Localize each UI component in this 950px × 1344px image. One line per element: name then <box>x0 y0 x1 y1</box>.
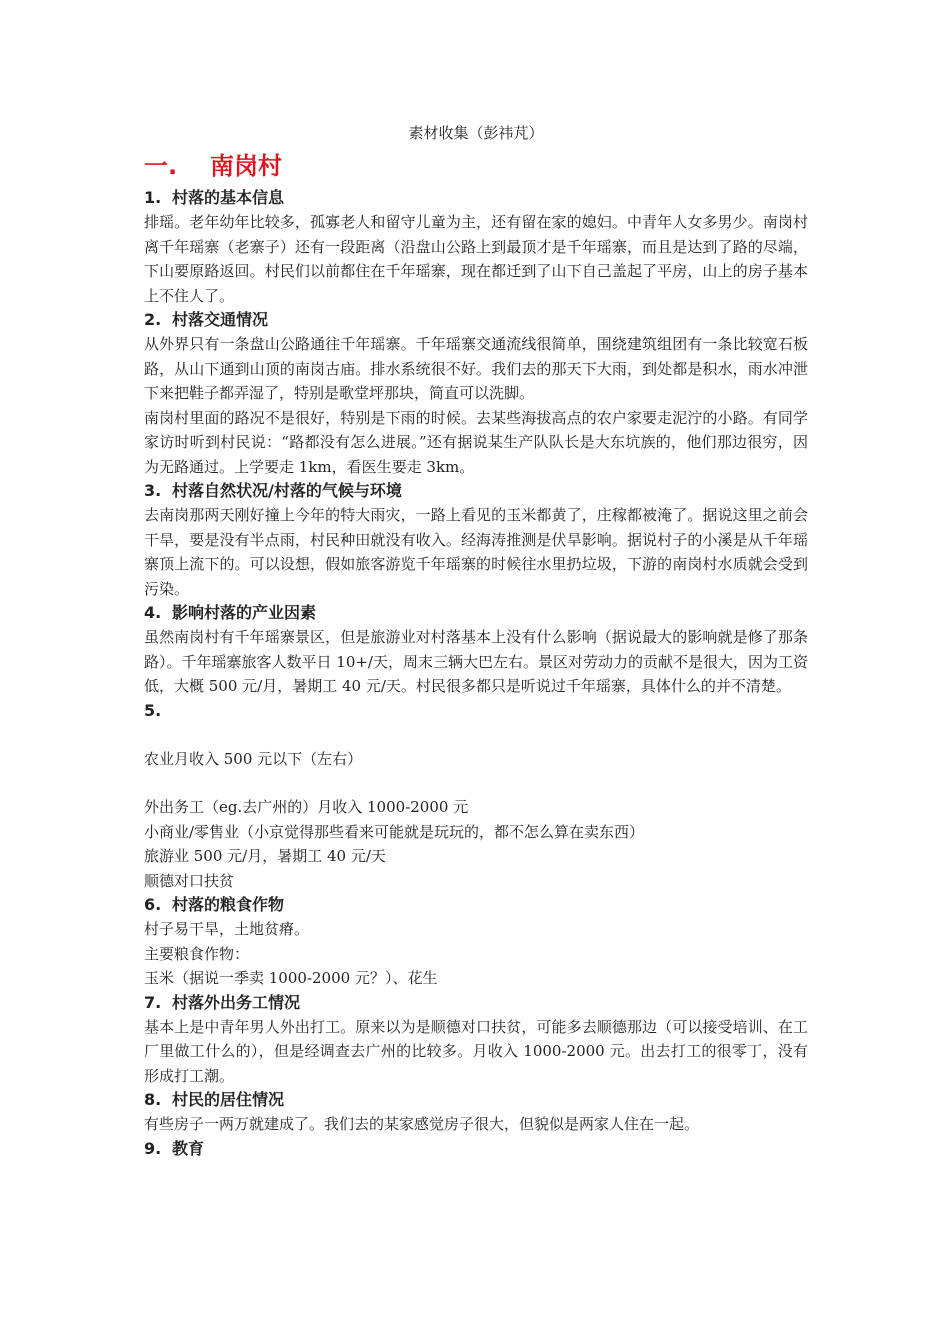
item-heading <box>144 699 808 723</box>
item-heading <box>144 893 808 917</box>
item-heading <box>144 601 808 625</box>
item-number: 3. <box>144 481 162 500</box>
paragraph: 村子易干旱，土地贫瘠。 <box>144 920 310 938</box>
item-list <box>144 186 808 1161</box>
section-title: 南岗村 <box>210 152 282 180</box>
item-number: 1. <box>144 188 162 207</box>
document-title: 素材收集（彭祎芃） <box>408 124 544 142</box>
item-heading <box>144 308 808 332</box>
item-heading <box>144 479 808 503</box>
section-heading <box>144 148 808 184</box>
item-heading <box>144 186 808 210</box>
paragraph: 顺德对口扶贫 <box>144 871 235 890</box>
item-heading-text: 村民的居住情况 <box>172 1090 285 1109</box>
paragraph: 基本上是中青年男人外出打工。原来以为是顺德对口扶贫，可能多去顺德那边（可以接受培训、在工厂里做工什么的），但是经调查去广州的比较多。月收入 1000-2000 元。出去打工的很零丁，没有形成打工潮。 <box>144 1017 808 1085</box>
item-number: 5. <box>144 700 162 720</box>
document-page <box>144 120 808 1161</box>
paragraph: 从外界只有一条盘山公路通往千年瑶寨。千年瑶寨交通流线很简单，围绕建筑组团有一条比较宽石板路，从山下通到山顶的南岗古庙。排水系统很不好。我们去的那天下大雨，到处都是积水，雨水冲泄下来把鞋子都弄湿了，特别是歌堂坪那块，简直可以洗脚。 <box>144 335 808 402</box>
item-heading <box>144 1088 808 1112</box>
paragraph: 农业月收入 500 元以下（左右） <box>144 749 363 768</box>
blank-line <box>144 723 808 747</box>
blank-line <box>144 771 808 795</box>
paragraph: 虽然南岗村有千年瑶寨景区，但是旅游业对村落基本上没有什么影响（据说最大的影响就是修了那条路）。千年瑶寨旅客人数平日 10+/天，周末三辆大巴左右。景区对劳动力的贡献不是很大，因为工资低，大概 500 元/月，暑期工 40 元/天。村民很多都只是听说过千年瑶寨，具体什么的并不清楚。 <box>144 628 808 695</box>
paragraph: 外出务工（eg.去广州的）月收入 1000-2000 元 <box>144 798 469 816</box>
item-number: 9. <box>144 1138 162 1158</box>
paragraph: 排瑶。老年幼年比较多，孤寡老人和留守儿童为主，还有留在家的媳妇。中青年人女多男少。南岗村离千年瑶寨（老寨子）还有一段距离（沿盘山公路上到最顶才是千年瑶寨，而且是达到了路的尽端，下山要原路返回。村民们以前都住在千年瑶寨，现在都迁到了山下自己盖起了平房，山上的房子基本上不住人了。 <box>144 213 808 305</box>
item-number: 6. <box>144 895 162 914</box>
item-heading-text: 村落外出务工情况 <box>172 992 301 1012</box>
paragraph: 南岗村里面的路况不是很好，特别是下雨的时候。去某些海拔高点的农户家要走泥泞的小路。有同学家访时听到村民说：“路都没有怎么进展。”还有据说某生产队队长是大东坑族的，他们那边很穷，因为无路通过。上学要走 1km，看医生要走 3km。 <box>144 408 808 476</box>
item-number: 7. <box>144 992 162 1012</box>
item-heading <box>144 1137 808 1161</box>
item-number: 2. <box>144 310 162 329</box>
item-heading <box>144 991 808 1015</box>
paragraph: 有些房子一两万就建成了。我们去的某家感觉房子很大，但貌似是两家人住在一起。 <box>144 1115 700 1133</box>
item-heading-text: 村落自然状况/村落的气候与环境 <box>172 481 402 500</box>
paragraph: 小商业/零售业（小京觉得那些看来可能就是玩玩的，都不怎么算在卖东西） <box>144 822 645 841</box>
paragraph: 玉米（据说一季卖 1000-2000 元？）、花生 <box>144 969 438 987</box>
section-number: 一. <box>144 152 178 180</box>
paragraph: 旅游业 500 元/月，暑期工 40 元/天 <box>144 847 386 865</box>
item-number: 8. <box>144 1090 162 1109</box>
item-heading-text: 村落的粮食作物 <box>172 895 285 914</box>
item-number: 4. <box>144 603 162 622</box>
item-heading-text: 村落的基本信息 <box>172 188 285 207</box>
paragraph: 主要粮食作物： <box>144 944 250 963</box>
paragraph: 去南岗那两天刚好撞上今年的特大雨灾，一路上看见的玉米都黄了，庄稼都被淹了。据说这里之前会干旱，要是没有半点雨，村民种田就没有收入。经海涛推测是伏旱影响。据说村子的小溪是从千年瑶寨顶上流下的。可以设想，假如旅客游览千年瑶寨的时候往水里扔垃圾，下游的南岗村水质就会受到污染。 <box>144 506 808 598</box>
item-heading-text: 教育 <box>172 1138 205 1158</box>
item-heading-text: 影响村落的产业因素 <box>172 603 317 622</box>
item-heading-text: 村落交通情况 <box>172 310 269 329</box>
